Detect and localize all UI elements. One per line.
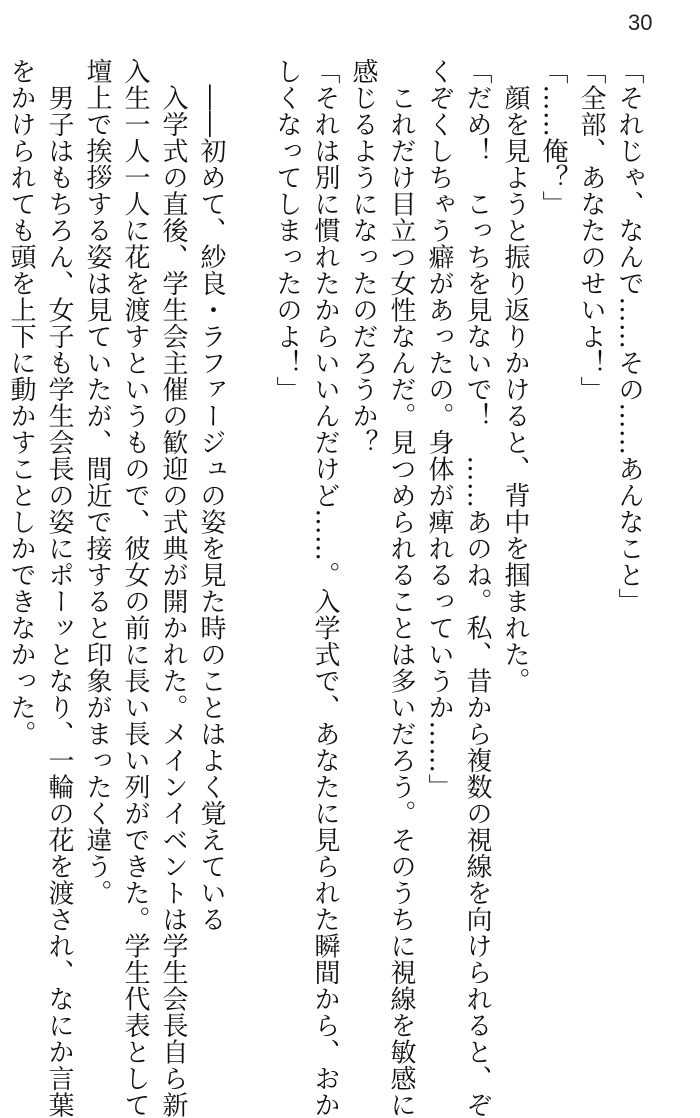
text-line: をかけられても頭を上下に動かすことしかできなかった。 xyxy=(6,58,36,747)
text-line: 男子はもちろん、女子も学生会長の姿にポーッとなり、一輪の花を渡され、なにか言葉 xyxy=(44,58,74,1118)
text-line: くぞくしちゃう癖があったの。身体が痺れるっていうか……」 xyxy=(424,58,454,800)
text-line: 「それじゃ、なんで……その……あんなこと」 xyxy=(614,58,644,615)
text-line: これだけ目立つ女性なんだ。見つめられることは多いだろう。そのうちに視線を敏感に xyxy=(386,58,416,1118)
text-line: 「……俺？」 xyxy=(538,58,568,217)
text-line: しくなってしまったのよ！」 xyxy=(272,58,302,403)
text-line: 顔を見ようと振り返りかけると、背中を掴まれた。 xyxy=(500,58,530,694)
text-line: 「だめ！ こっちを見ないで！ ……あのね。私、昔から複数の視線を向けられると、ぞ xyxy=(462,58,492,1118)
text-line: 「それは別に慣れたからいいんだけど……。入学式で、あなたに見られた瞬間から、おか xyxy=(310,58,340,1118)
page-number: 30 xyxy=(628,10,653,35)
text-line: 感じるようになったのだろうか？ xyxy=(348,58,378,456)
blank-line xyxy=(230,58,268,1038)
text-line: 壇上で挨拶する姿は見ていたが、間近で接すると印象がまったく違う。 xyxy=(82,58,112,906)
novel-text-body xyxy=(6,58,648,1118)
text-line: 入学式の直後、学生会主催の歓迎の式典が開かれた。メインイベントは学生会長自ら新 xyxy=(158,58,188,1118)
text-line: 「全部、あなたのせいよ！」 xyxy=(576,58,606,403)
text-line: 入生一人一人に花を渡すというもので、彼女の前に長い長い列ができた。学生代表として xyxy=(120,58,150,1118)
text-line: ――初めて、紗良・ラファージュの姿を見た時のことはよく覚えている xyxy=(196,58,226,933)
